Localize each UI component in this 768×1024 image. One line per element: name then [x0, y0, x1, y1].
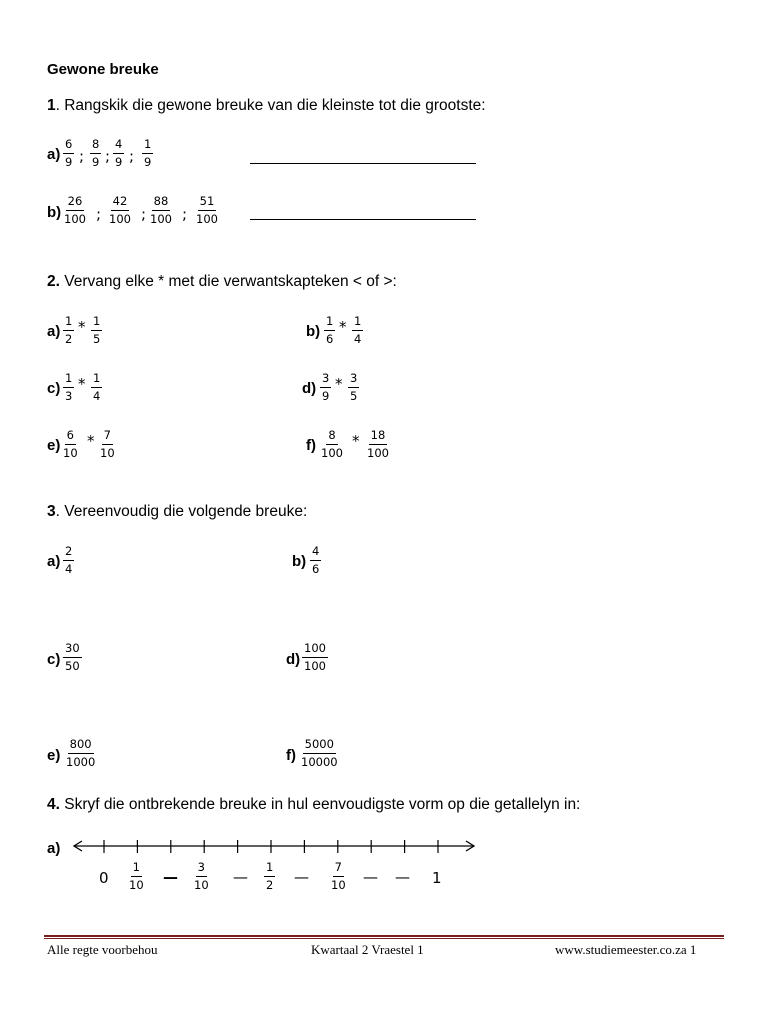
separator: ; — [129, 147, 135, 165]
fraction: $\frac{7}{10}$ — [331, 860, 346, 892]
q2b-label: b) — [306, 323, 321, 340]
star-symbol: * — [78, 318, 86, 336]
separator: ; — [79, 147, 85, 165]
fraction: $\frac{1}{6}$ — [326, 314, 334, 346]
footer-website[interactable]: www.studiemeester.co.za 1 — [555, 942, 697, 957]
question-1-number: 1 — [47, 97, 56, 114]
q3a-label: a) — [47, 553, 61, 570]
question-3 — [47, 503, 307, 521]
q3b-label: b) — [292, 553, 307, 570]
fraction: $\frac{1}{2}$ — [266, 860, 274, 892]
fraction: $\frac{18}{100}$ — [367, 428, 389, 460]
fraction: $\frac{8}{9}$ — [92, 137, 100, 169]
q1a-label: a) — [47, 146, 61, 163]
blank-dash[interactable]: — — [163, 868, 178, 886]
star-symbol: * — [335, 375, 343, 393]
star-symbol: * — [78, 375, 86, 393]
fraction: $\frac{1}{9}$ — [144, 137, 152, 169]
question-3-text: . Vereenvoudig die volgende breuke: — [55, 503, 308, 520]
star-symbol: * — [87, 432, 95, 450]
q3d-label: d) — [286, 651, 301, 668]
fraction: $\frac{1}{2}$ — [65, 314, 73, 346]
question-1 — [47, 97, 486, 115]
fraction: $\frac{8}{100}$ — [321, 428, 343, 460]
q3c-label: c) — [47, 651, 61, 668]
question-4-number: 4. — [47, 796, 60, 813]
question-2-number: 2. — [47, 273, 60, 290]
answer-line[interactable] — [250, 219, 476, 220]
q3f-label: f) — [286, 747, 296, 764]
number-line-end: 1 — [432, 869, 442, 887]
fraction: $\frac{4}{6}$ — [312, 544, 320, 576]
fraction: $\frac{3}{9}$ — [322, 371, 330, 403]
q2d-label: d) — [302, 380, 317, 397]
separator: ; — [182, 205, 188, 223]
footer-rights: Alle regte voorbehou — [47, 942, 158, 957]
fraction: $\frac{1}{4}$ — [93, 371, 101, 403]
q1b-label: b) — [47, 204, 62, 221]
fraction: $\frac{1}{10}$ — [129, 860, 144, 892]
fraction: $\frac{6}{10}$ — [63, 428, 78, 460]
fraction: $\frac{4}{9}$ — [115, 137, 123, 169]
footer-rule — [44, 935, 724, 937]
q3e-label: e) — [47, 747, 61, 764]
answer-line[interactable] — [250, 163, 476, 164]
footer-rule-thin — [44, 938, 724, 939]
question-2-text: Vervang elke * met die verwantskapteken < of >: — [59, 273, 397, 290]
footer-term: Kwartaal 2 Vraestel 1 — [311, 942, 424, 957]
fraction: $\frac{51}{100}$ — [196, 194, 218, 226]
fraction: $\frac{3}{10}$ — [194, 860, 209, 892]
q4a-label: a) — [47, 840, 61, 857]
fraction: $\frac{30}{50}$ — [65, 641, 80, 673]
fraction: $\frac{42}{100}$ — [109, 194, 131, 226]
q2a-label: a) — [47, 323, 61, 340]
fraction: $\frac{6}{9}$ — [65, 137, 73, 169]
q2f-label: f) — [306, 437, 316, 454]
fraction: $\frac{1}{5}$ — [93, 314, 101, 346]
q2e-label: e) — [47, 437, 61, 454]
number-line-start: 0 — [99, 869, 109, 887]
fraction: $\frac{800}{1000}$ — [66, 737, 96, 769]
star-symbol: * — [339, 318, 347, 336]
fraction: $\frac{3}{5}$ — [350, 371, 358, 403]
question-4 — [47, 796, 580, 814]
fraction: $\frac{5000}{10000}$ — [301, 737, 338, 769]
blank-dash[interactable]: — — [233, 868, 248, 886]
question-4-text: Skryf die ontbrekende breuke in hul eenvoudigste vorm op die getallelyn in: — [59, 796, 581, 813]
question-2 — [47, 273, 397, 291]
fraction: $\frac{26}{100}$ — [64, 194, 86, 226]
separator: ; — [141, 205, 147, 223]
star-symbol: * — [352, 432, 360, 450]
fraction: $\frac{100}{100}$ — [304, 641, 326, 673]
fraction: $\frac{7}{10}$ — [100, 428, 115, 460]
fraction: $\frac{1}{3}$ — [65, 371, 73, 403]
blank-dash[interactable]: — — [294, 868, 309, 886]
separator: ; — [96, 205, 102, 223]
fraction: $\frac{2}{4}$ — [65, 544, 73, 576]
fraction: $\frac{1}{4}$ — [354, 314, 362, 346]
question-1-text: . Rangskik die gewone breuke van die kleinste tot die grootste: — [55, 97, 486, 114]
number-line — [70, 836, 480, 856]
q2c-label: c) — [47, 380, 61, 397]
blank-dash[interactable]: — — [395, 868, 410, 886]
fraction: $\frac{88}{100}$ — [150, 194, 172, 226]
blank-dash[interactable]: — — [363, 868, 378, 886]
question-3-number: 3 — [47, 503, 56, 520]
separator: ; — [105, 147, 111, 165]
page-title: Gewone breuke — [47, 61, 159, 78]
